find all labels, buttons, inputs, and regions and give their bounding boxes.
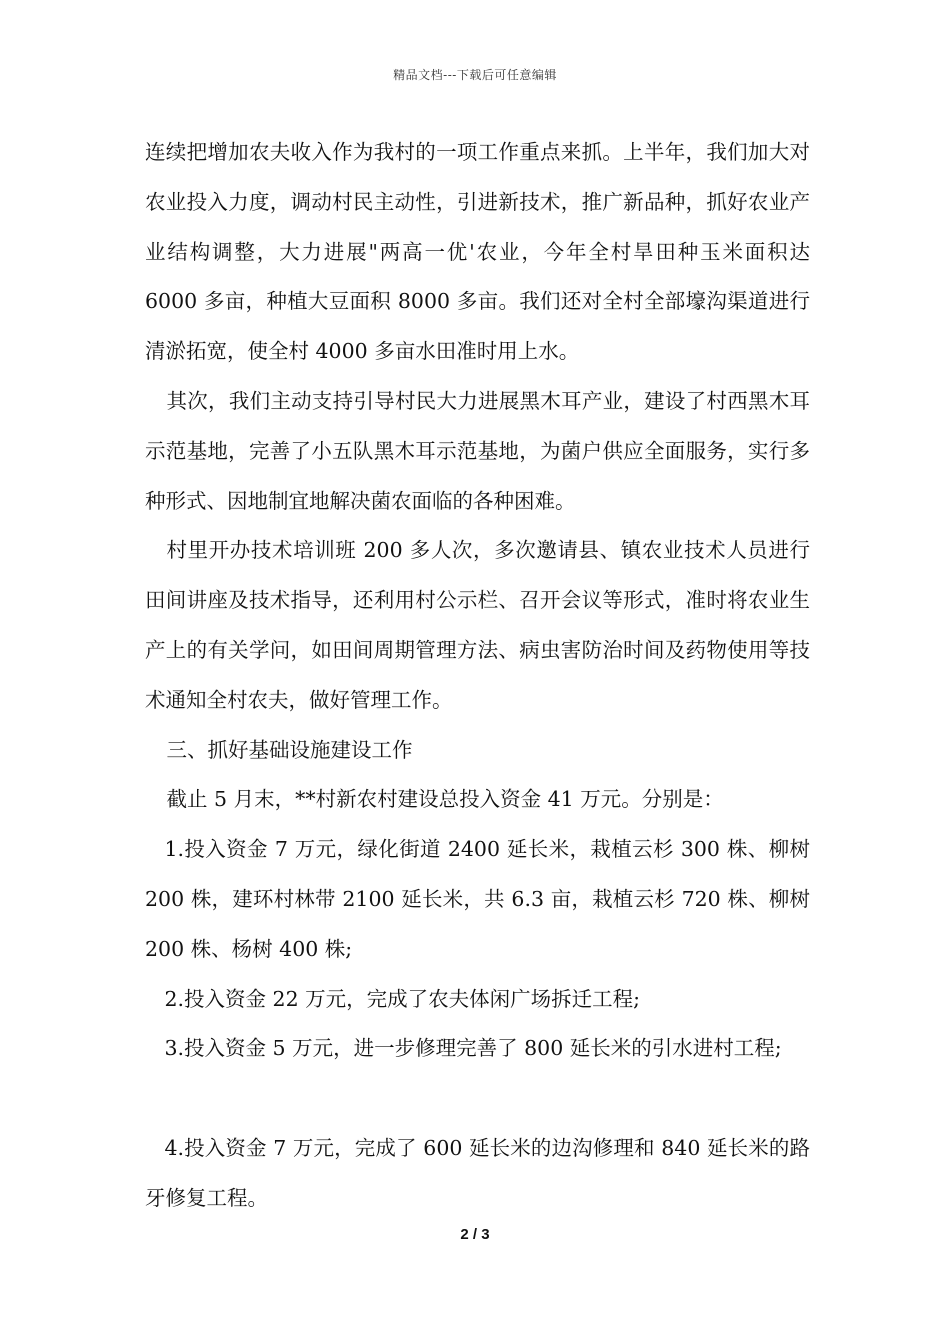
page-number: 2 / 3 — [460, 1226, 490, 1243]
paragraph-farmer-income: 连续把增加农夫收入作为我村的一项工作重点来抓。上半年，我们加大对农业投入力度，调动村民主动性，引进新技术，推广新品种，抓好农业产业结构调整，大力进展"两高一优'农业，今年全村旱田种玉米面积达 6000 多亩，种植大豆面积 8000 多亩。我们还对全村全部壕沟渠道进行清淤拓宽，使全村 4000 多亩水田准时用上水。 — [145, 140, 810, 364]
paragraph-training: 村里开办技术培训班 200 多人次，多次邀请县、镇农业技术人员进行田间讲座及技术指导，还利用村公示栏、召开会议等形式，准时将农业生产上的有关学问，如田间周期管理方法、病虫害防治时间及药物使用等技术通知全村农夫，做好管理工作。 — [145, 538, 810, 712]
list-item-1: 1.投入资金 7 万元，绿化街道 2400 延长米，栽植云杉 300 株、柳树 200 株，建环村林带 2100 延长米，共 6.3 亩，栽植云杉 720 株、柳树 200 株、杨树 400 株; — [145, 837, 810, 961]
list-item-4: 4.投入资金 7 万元，完成了 600 延长米的边沟修理和 840 延长米的路牙修复工程。 — [145, 1135, 810, 1210]
paragraph-black-fungus: 其次，我们主动支持引导村民大力进展黑木耳产业，建设了村西黑木耳示范基地，完善了小五队黑木耳示范基地，为菌户供应全面服务，实行多种形式、因地制宜地解决菌农面临的各种困难。 — [145, 388, 810, 513]
paragraph-investment-summary: 截止 5 月末，**村新农村建设总投入资金 41 万元。分别是： — [166, 787, 724, 812]
page-header: 精品文档---下载后可任意编辑 — [393, 68, 557, 82]
document-body — [145, 128, 810, 1224]
list-item-2: 2.投入资金 22 万元，完成了农夫体闲广场拆迁工程; — [164, 986, 641, 1011]
list-item-3: 3.投入资金 5 万元，进一步修理完善了 800 延长米的引水进村工程; — [164, 1036, 782, 1061]
section-heading-infrastructure: 三、抓好基础设施建设工作 — [166, 737, 413, 762]
blank-line — [145, 1074, 810, 1124]
